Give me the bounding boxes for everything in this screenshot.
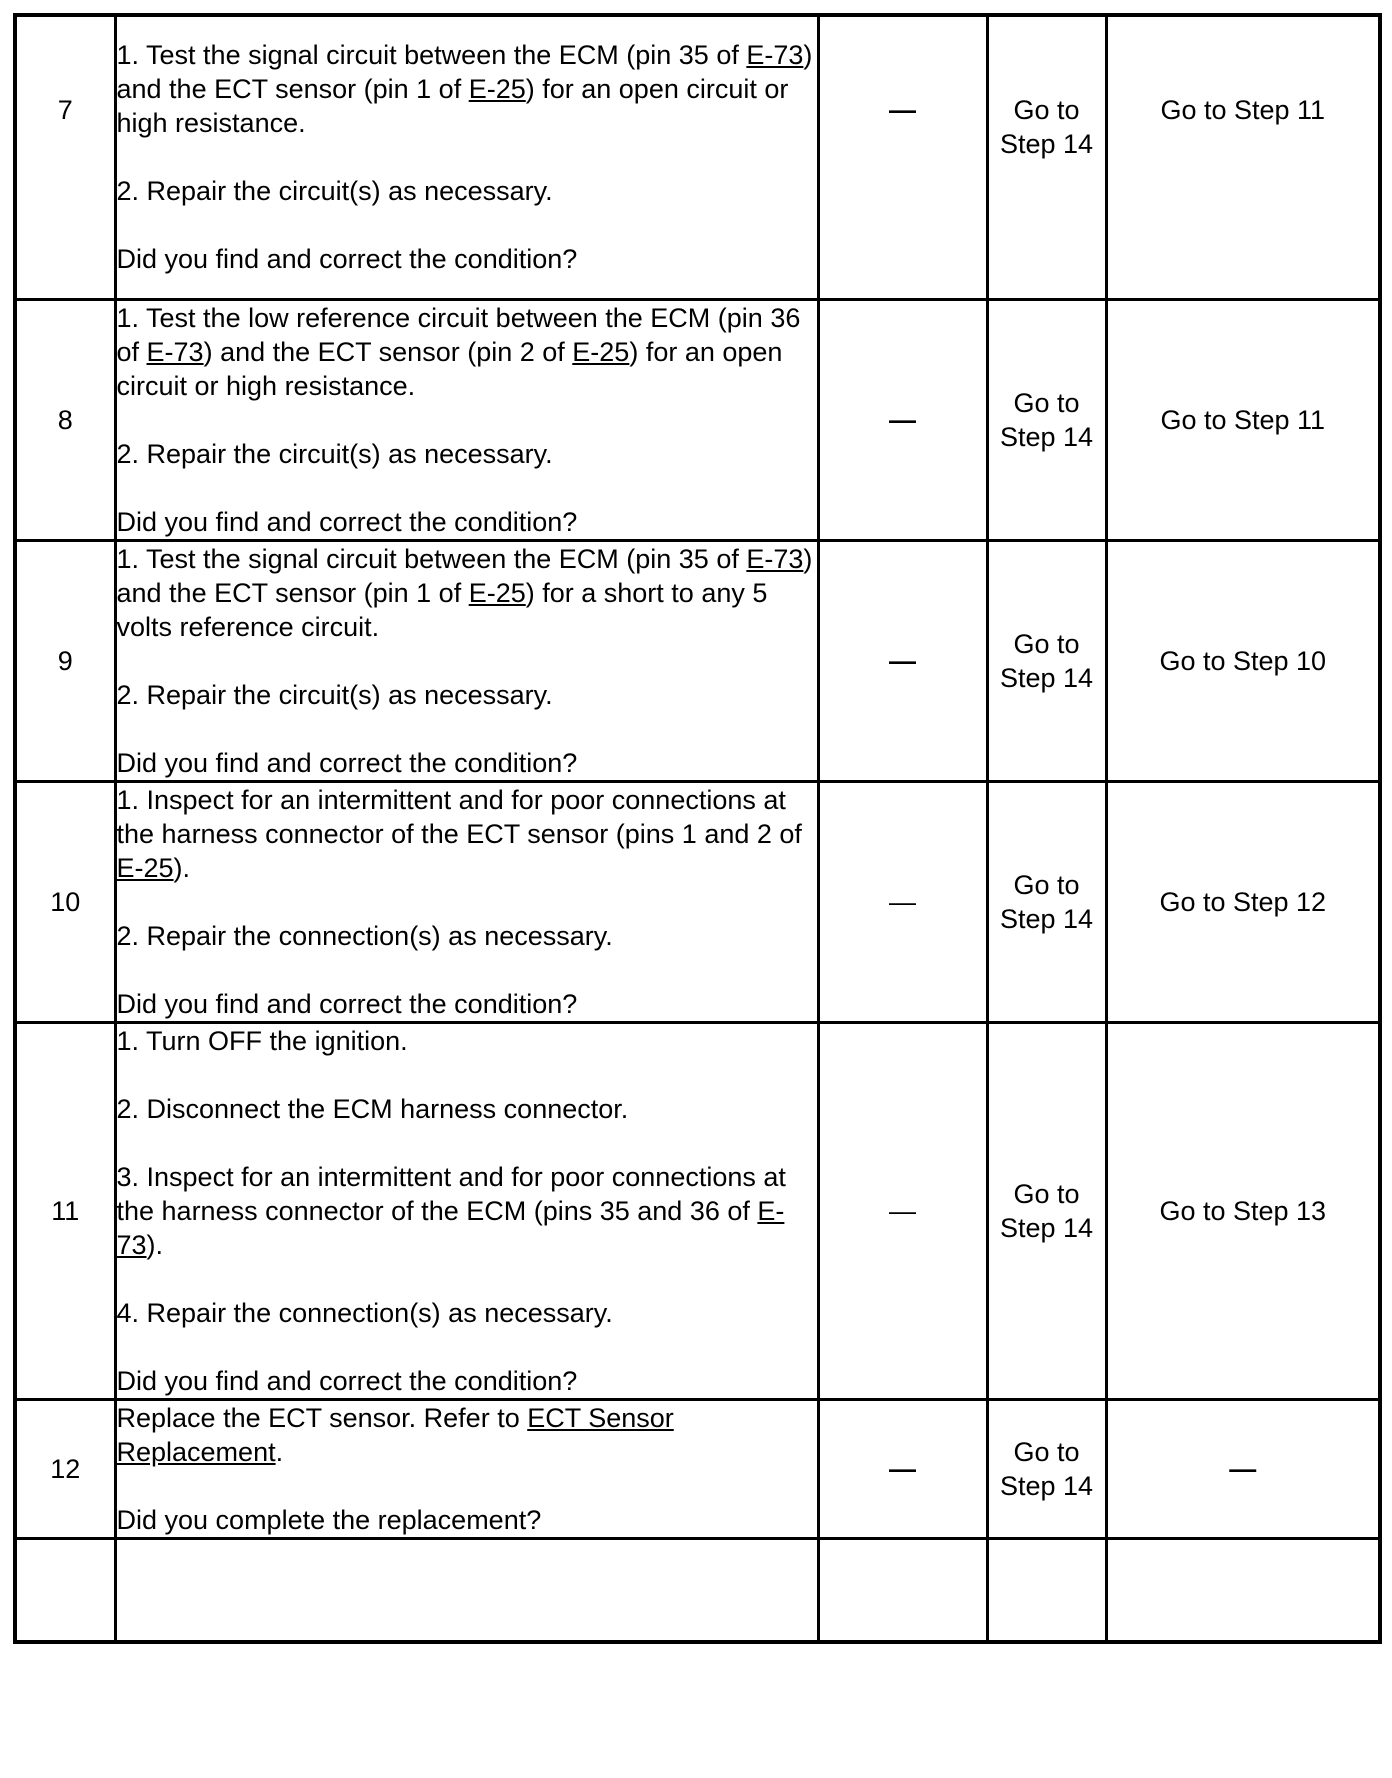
action-paragraph	[117, 746, 817, 780]
no-cell: Go to Step 10	[1106, 540, 1380, 781]
value-cell: —	[818, 299, 987, 540]
yes-cell	[987, 781, 1106, 1022]
step-number-cell: 10	[15, 781, 115, 1022]
action-cell	[115, 1538, 818, 1642]
action-paragraph	[117, 783, 817, 885]
yes-cell	[987, 540, 1106, 781]
action-text: ).	[146, 1229, 164, 1260]
action-text: 1. Test the signal circuit between the ECM (pin 35 of	[116, 40, 747, 71]
yes-line: Step 14	[999, 421, 1094, 452]
action-cell	[115, 781, 818, 1022]
reference-link[interactable]: E-25	[468, 577, 526, 608]
yes-line: Go to	[1013, 1436, 1080, 1467]
action-paragraph	[117, 1160, 817, 1262]
action-text: 1. Turn OFF the ignition.	[116, 1025, 408, 1056]
action-cell	[115, 299, 818, 540]
action-text: Did you find and correct the condition?	[116, 506, 578, 537]
value-cell: —	[818, 781, 987, 1022]
action-cell	[115, 1022, 818, 1399]
action-paragraph	[117, 1364, 817, 1398]
yes-line: Go to	[1013, 628, 1080, 659]
action-cell	[115, 15, 818, 299]
step-number-cell	[15, 1538, 115, 1642]
step-number-cell: 11	[15, 1022, 115, 1399]
yes-line: Step 14	[999, 1212, 1094, 1243]
reference-link[interactable]: ECT Sensor Replacement	[116, 1402, 674, 1467]
action-text: ) for a short to any 5 volts reference circuit.	[116, 577, 768, 642]
action-text: 1. Inspect for an intermittent and for poor connections at the harness connector of the ECT sensor (pins 1 and 2 of	[116, 784, 802, 849]
action-text: 4. Repair the connection(s) as necessary.	[116, 1297, 613, 1328]
step-number-cell: 8	[15, 299, 115, 540]
step-number-cell: 9	[15, 540, 115, 781]
reference-link[interactable]: E-25	[572, 336, 630, 367]
yes-line: Go to	[1013, 387, 1080, 418]
action-text: Did you find and correct the condition?	[116, 988, 578, 1019]
action-paragraph	[117, 301, 817, 403]
table-row	[15, 540, 1380, 781]
action-text: ) and the ECT sensor (pin 1 of	[116, 40, 813, 105]
action-paragraph	[117, 1503, 817, 1537]
table-row	[15, 15, 1380, 299]
action-paragraph	[117, 1024, 817, 1058]
action-text: 2. Repair the connection(s) as necessary.	[116, 920, 613, 951]
action-text: ) and the ECT sensor (pin 1 of	[116, 543, 813, 608]
reference-link[interactable]: E-25	[468, 74, 526, 105]
reference-link[interactable]: E-73	[116, 1195, 785, 1260]
action-paragraph	[117, 174, 817, 208]
action-cell	[115, 540, 818, 781]
action-text: 2. Disconnect the ECM harness connector.	[116, 1093, 629, 1124]
action-text: ).	[173, 852, 191, 883]
no-cell: Go to Step 12	[1106, 781, 1380, 1022]
table-row	[15, 299, 1380, 540]
action-text: 1. Test the signal circuit between the ECM (pin 35 of	[116, 543, 747, 574]
yes-line: Step 14	[999, 1470, 1094, 1501]
action-text: ) and the ECT sensor (pin 2 of	[203, 336, 573, 367]
action-text: ) for an open circuit or high resistance.	[116, 74, 789, 139]
action-paragraph	[117, 38, 817, 140]
yes-cell	[987, 1399, 1106, 1538]
table-row	[15, 781, 1380, 1022]
action-text: .	[275, 1436, 284, 1467]
action-text: ) for an open circuit or high resistance.	[116, 336, 783, 401]
reference-link[interactable]: E-73	[146, 336, 204, 367]
table-row	[15, 1022, 1380, 1399]
action-paragraph	[117, 505, 817, 539]
action-text: 2. Repair the circuit(s) as necessary.	[116, 438, 553, 469]
diagnostic-procedure-table	[13, 13, 1382, 1644]
value-cell: —	[818, 1022, 987, 1399]
yes-line: Go to	[1013, 95, 1080, 125]
yes-cell	[987, 299, 1106, 540]
action-paragraph	[117, 242, 817, 276]
yes-cell	[987, 1538, 1106, 1642]
yes-cell	[987, 1022, 1106, 1399]
yes-line: Step 14	[999, 903, 1094, 934]
action-text: Did you find and correct the condition?	[116, 244, 578, 275]
action-text: 2. Repair the circuit(s) as necessary.	[116, 176, 553, 207]
action-paragraph	[117, 542, 817, 644]
action-cell	[115, 1399, 818, 1538]
action-text: 2. Repair the circuit(s) as necessary.	[116, 679, 553, 710]
no-cell	[1106, 1538, 1380, 1642]
value-cell: —	[818, 1399, 987, 1538]
table-body	[15, 15, 1380, 1642]
action-paragraph	[117, 919, 817, 953]
value-cell: —	[818, 15, 987, 299]
no-cell: —	[1106, 1399, 1380, 1538]
reference-link[interactable]: E-73	[746, 543, 804, 574]
action-text: 1. Test the low reference circuit between the ECM (pin 36 of	[116, 302, 801, 367]
action-text: Did you complete the replacement?	[116, 1504, 542, 1535]
action-text: Did you find and correct the condition?	[116, 747, 578, 778]
value-cell	[818, 1538, 987, 1642]
action-paragraph	[117, 678, 817, 712]
step-number-cell: 12	[15, 1399, 115, 1538]
yes-line: Step 14	[999, 129, 1094, 159]
table-row	[15, 1399, 1380, 1538]
no-cell: Go to Step 11	[1106, 15, 1380, 299]
action-paragraph	[117, 1092, 817, 1126]
yes-line: Go to	[1013, 1178, 1080, 1209]
table-row	[15, 1538, 1380, 1642]
action-text: Did you find and correct the condition?	[116, 1365, 578, 1396]
yes-line: Step 14	[999, 662, 1094, 693]
value-cell: —	[818, 540, 987, 781]
action-text: Replace the ECT sensor. Refer to	[116, 1402, 528, 1433]
yes-line: Go to	[1013, 869, 1080, 900]
action-text: 3. Inspect for an intermittent and for poor connections at the harness connector of the ECM (pins 35 and 36 of	[116, 1161, 786, 1226]
action-paragraph	[117, 437, 817, 471]
no-cell: Go to Step 11	[1106, 299, 1380, 540]
action-paragraph	[117, 987, 817, 1021]
no-cell: Go to Step 13	[1106, 1022, 1380, 1399]
yes-cell	[987, 15, 1106, 299]
reference-link[interactable]: E-73	[746, 40, 804, 71]
action-paragraph	[117, 1296, 817, 1330]
action-paragraph	[117, 1401, 817, 1469]
reference-link[interactable]: E-25	[116, 852, 174, 883]
step-number-cell: 7	[15, 15, 115, 299]
